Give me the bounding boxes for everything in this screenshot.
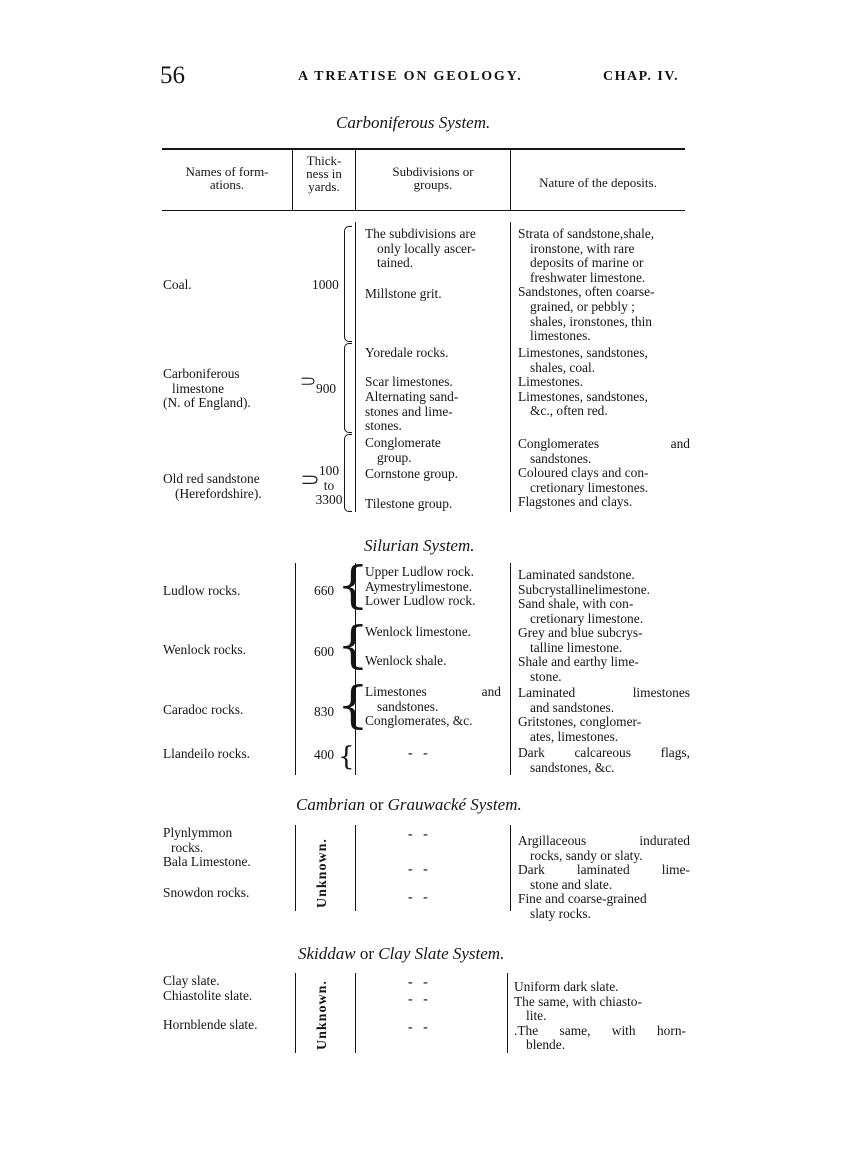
deposit-nature: Dark calcareous flags, sandstones, &c. (518, 745, 690, 775)
brace-bracket (344, 343, 352, 433)
brace-icon: { (338, 742, 355, 772)
formation-name: Plynlymmon rocks. Bala Limestone. (163, 825, 251, 870)
thickness-unknown: Unknown. (315, 980, 330, 1050)
subdivision: Millstone grit. (365, 286, 442, 301)
dash-placeholder: - - (408, 746, 428, 761)
thickness-value: 830 (314, 704, 335, 719)
subdivision: Wenlock shale. (365, 653, 447, 668)
carboniferous-title: Carboniferous System. (336, 113, 491, 132)
dash-placeholder: - - (408, 827, 428, 842)
thickness-value: 600 (314, 644, 335, 659)
subdivision: Wenlock limestone. (365, 624, 472, 639)
thickness-value: 100 to 3300 (315, 463, 343, 508)
thickness-value: 400 (314, 747, 335, 762)
subdivision: Upper Ludlow rock. Aymestrylimestone. Lower Ludlow rock. (365, 564, 476, 609)
deposit-nature: Grey and blue subcrys- talline limestone. Shale and earthy lime- stone. (518, 625, 643, 684)
dash-placeholder: - - (408, 992, 428, 1007)
dash-placeholder: - - (408, 1020, 428, 1035)
formation-name: Old red sandstone (Herefordshire). (163, 471, 262, 501)
header-thickness: Thick- ness in yards. (306, 153, 342, 194)
deposit-nature: Uniform dark slate. The same, with chiasto- lite. .The same, with horn- blende. (514, 979, 686, 1053)
subdivision: Cornstone group. (365, 466, 458, 481)
deposit-nature: Limestones, sandstones, shales, coal. Limestones. Limestones, sandstones, &c., often red. (518, 345, 648, 419)
skiddaw-title: Skiddaw or Clay Slate System. (298, 944, 505, 963)
chapter-label: CHAP. IV. (603, 69, 680, 84)
col-divider (355, 973, 356, 1053)
thickness-unknown: Unknown. (315, 838, 330, 908)
deposit-nature: Conglomerates and sandstones. Coloured clays and con- cretionary limestones. Flagstones and clays. (518, 436, 690, 510)
col-divider (510, 825, 511, 911)
formation-name: Hornblende slate. (163, 1017, 258, 1032)
dash-placeholder: - - (408, 862, 428, 877)
thickness-value: 1000 (312, 277, 339, 292)
deposit-nature: Argillaceous indurated rocks, sandy or slaty. Dark laminated lime- stone and slate. Fine and coarse-grained slaty rocks. (518, 833, 690, 921)
col-divider (510, 222, 511, 512)
table-top-rule (162, 148, 685, 150)
col-divider (295, 973, 296, 1053)
subdivision: Limestones and sandstones. Conglomerates, &c. (365, 684, 501, 729)
running-title: A TREATISE ON GEOLOGY. (298, 69, 523, 84)
col-divider (507, 973, 508, 1053)
formation-name: Caradoc rocks. (163, 702, 244, 717)
thickness-value: 660 (314, 583, 335, 598)
formation-name: Snowdon rocks. (163, 885, 250, 900)
silurian-title: Silurian System. (364, 536, 475, 555)
subdivision: Alternating sand- stones and lime- stones. (365, 389, 459, 434)
brace-icon: { (337, 556, 369, 614)
formation-name: Llandeilo rocks. (163, 746, 251, 761)
col-divider (295, 825, 296, 911)
subdivision: Yoredale rocks. (365, 345, 449, 360)
formation-name: Coal. (163, 277, 192, 292)
subdivision: Conglomerate group. (365, 435, 441, 465)
dash-placeholder: - - (408, 890, 428, 905)
brace-bracket (344, 226, 352, 342)
deposit-nature: Laminated sandstone. Subcrystallinelimestone. Sand shale, with con- cretionary limestone. (518, 567, 651, 626)
formation-name: Clay slate. Chiastolite slate. (163, 973, 253, 1003)
col-divider (355, 222, 356, 512)
thickness-value: 900 (316, 381, 337, 396)
page-number: 56 (160, 62, 185, 89)
formation-name: Wenlock rocks. (163, 642, 246, 657)
deposit-nature: Laminated limestones and sandstones. Gritstones, conglomer- ates, limestones. (518, 685, 690, 744)
deposit-nature: Strata of sandstone,shale, ironstone, with rare deposits of marine or freshwater limestone. Sandstones, often coarse- grained, or pebbly ; shales, ironstones, thin limestones. (518, 226, 655, 344)
subdivision: Scar limestones. (365, 374, 453, 389)
brace-icon: { (337, 616, 369, 674)
brace-bracket (344, 434, 352, 512)
brace-icon: ⸧ (297, 466, 324, 496)
col-divider (295, 563, 296, 775)
dash-placeholder: - - (408, 975, 428, 990)
col-divider (510, 563, 511, 775)
header-names: Names of form- ations. (185, 164, 269, 192)
formation-name: Carboniferous limestone (N. of England). (163, 366, 251, 411)
header-subdivisions: Subdivisions or groups. (392, 164, 474, 192)
brace-icon: { (337, 676, 369, 734)
brace-icon: ⸧ (297, 370, 320, 395)
col-divider (355, 825, 356, 911)
table-header-rule (162, 210, 685, 211)
formation-name: Ludlow rocks. (163, 583, 241, 598)
subdivision: Tilestone group. (365, 496, 453, 511)
cambrian-title: Cambrian or Grauwacké System. (296, 795, 522, 814)
subdivision: The subdivisions are only locally ascer- tained. (365, 226, 476, 271)
header-nature: Nature of the deposits. (539, 175, 657, 190)
